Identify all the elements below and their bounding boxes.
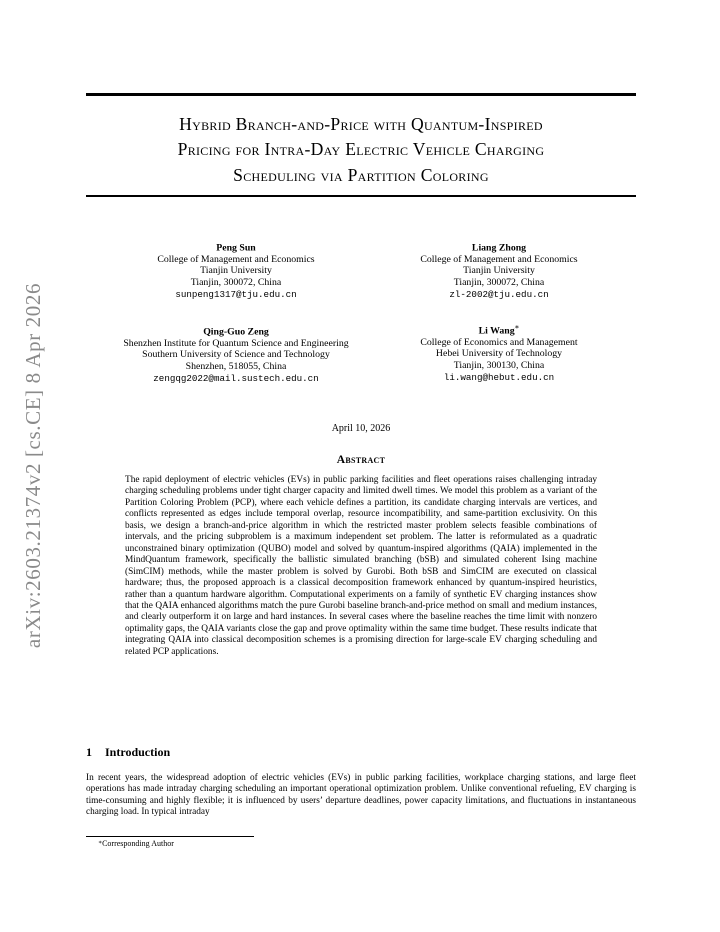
author-email[interactable]: sunpeng1317@tju.edu.cn bbox=[175, 288, 297, 300]
introduction-paragraph: In recent years, the widespread adoption of electric vehicles (EVs) in public parking facilities, workplace charging stations, and large fleet operations has made intraday charging scheduling an important operational optimization problem. Unlike conventional refueling, EV charging is time-consuming and highly flexible; it is influenced by users’ departure deadlines, power capacity limitations, and fluctuations in instantaneous charging load. In typical intraday bbox=[86, 773, 636, 818]
arxiv-sidebar-stamp bbox=[14, 262, 54, 668]
author-card bbox=[354, 238, 644, 300]
author-email[interactable]: zengqg2022@mail.sustech.edu.cn bbox=[153, 372, 319, 384]
author-card bbox=[354, 322, 644, 383]
paper-title bbox=[86, 112, 636, 188]
author-institution: Southern University of Science and Technology bbox=[142, 349, 330, 361]
section-title: Introduction bbox=[105, 745, 171, 759]
publication-date: April 10, 2026 bbox=[331, 423, 391, 434]
title-line-1: Hybrid Branch-and-Price with Quantum-Inspired bbox=[179, 114, 543, 134]
title-top-rule bbox=[86, 93, 636, 96]
author-card bbox=[91, 322, 381, 384]
author-institution: Hebei University of Technology bbox=[435, 348, 563, 360]
author-affiliation: Shenzhen Institute for Quantum Science and Engineering bbox=[123, 337, 349, 349]
author-email[interactable]: zl-2002@tju.edu.cn bbox=[449, 288, 549, 300]
author-address: Tianjin, 300130, China bbox=[453, 360, 545, 372]
arxiv-identifier: arXiv:2603.21374v2 [cs.CE] 8 Apr 2026 bbox=[21, 282, 46, 648]
author-institution: Tianjin University bbox=[200, 265, 272, 277]
author-address: Tianjin, 300072, China bbox=[453, 277, 545, 289]
corresponding-author-mark: ∗ bbox=[514, 323, 520, 331]
author-institution: Tianjin University bbox=[463, 265, 535, 277]
author-name: Liang Zhong bbox=[471, 242, 527, 254]
author-affiliation: College of Management and Economics bbox=[420, 253, 578, 265]
abstract-body: The rapid deployment of electric vehicles (EVs) in public parking facilities and fleet operations raises challenging intraday charging scheduling problems under tight charger capacity and limited dwell times. We model this problem as a variant of the Partition Coloring Problem (PCP), where each vehicle defines a partition, its candidate charging intervals are vertices, and conflicts represented as edges include temporal overlap, resource incompatibility, and same-partition exclusivity. On this basis, we design a branch-and-price algorithm in which the restricted master problem selects feasible combinations of intervals, and the pricing subproblem is a maximum independent set problem. The latter is reformulated as a quadratic unconstrained binary optimization (QUBO) model and solved by quantum-inspired algorithms (QAIA) implemented in the MindQuantum framework, specifically the ballistic simulated branching (bSB) and simulated coherent Ising machine (SimCIM) methods, while the master problem is solved by Gurobi. Both bSB and SimCIM are executed on classical hardware; thus, the proposed approach is a classical decomposition framework enhanced by quantum-inspired heuristics, rather than a quantum hardware algorithm. Computational experiments on a family of synthetic EV charging instances show that the QAIA enhanced algorithms match the pure Gurobi baseline branch-and-price method on small and medium instances, and clearly outperform it on large and hard instances. In several cases where the baseline reaches the time limit with nonzero optimality gaps, the QAIA variants close the gap and prove optimality within the same time budget. These results indicate that integrating QAIA into classical decomposition schemes is a promising direction for large-scale EV charging scheduling and related PCP applications. bbox=[125, 475, 597, 657]
author-affiliation: College of Economics and Management bbox=[420, 336, 578, 348]
author-name: Li Wang∗ bbox=[478, 323, 520, 337]
author-card bbox=[91, 238, 381, 300]
title-line-2: Pricing for Intra-Day Electric Vehicle Charging bbox=[177, 139, 545, 160]
title-bottom-rule bbox=[86, 195, 636, 197]
author-email[interactable]: li.wang@hebut.edu.cn bbox=[443, 371, 555, 383]
footnote bbox=[98, 839, 174, 848]
author-name: Peng Sun bbox=[216, 242, 256, 254]
footnote-mark: ∗ bbox=[98, 840, 103, 846]
footnote-text: Corresponding Author bbox=[102, 839, 174, 848]
abstract-heading: Abstract bbox=[336, 454, 386, 466]
title-line-3: Scheduling via Partition Coloring bbox=[233, 164, 489, 185]
footnote-rule bbox=[86, 836, 254, 837]
author-affiliation: College of Management and Economics bbox=[157, 253, 315, 265]
author-name: Qing-Guo Zeng bbox=[203, 326, 269, 338]
section-heading bbox=[86, 745, 636, 760]
author-address: Shenzhen, 518055, China bbox=[185, 361, 287, 373]
author-address: Tianjin, 300072, China bbox=[190, 277, 282, 289]
section-number: 1 bbox=[86, 745, 92, 759]
